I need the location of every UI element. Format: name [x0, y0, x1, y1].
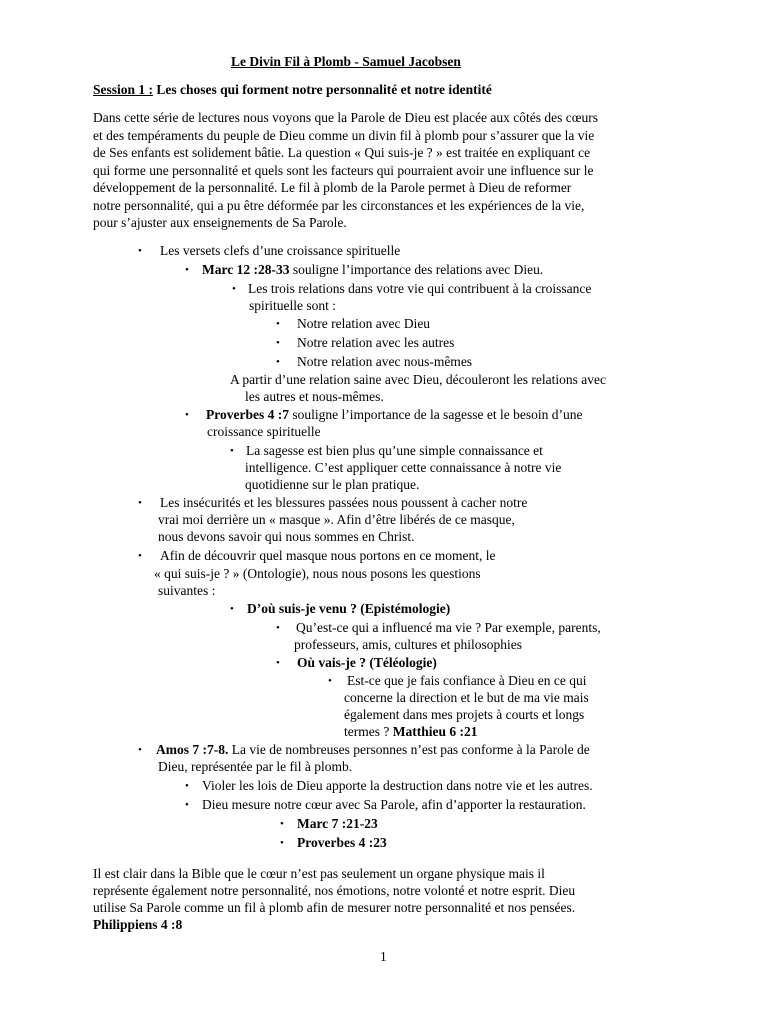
- amos-item: [156, 741, 590, 759]
- relations-intro-line: spirituelle sont :: [249, 298, 336, 313]
- confiance-text: termes ?: [344, 724, 393, 739]
- sagesse-line: quotidienne sur le plan pratique.: [245, 477, 420, 492]
- matthieu-reference: Matthieu 6 :21: [392, 724, 478, 739]
- proverbes-text-line: croissance spirituelle: [207, 424, 321, 439]
- document-title: Le Divin Fil à Plomb - Samuel Jacobsen: [231, 54, 461, 69]
- bullet-icon: •: [276, 657, 280, 669]
- sagesse-line: intelligence. C’est appliquer cette connaissance à notre vie: [245, 460, 562, 475]
- versets-heading: Les versets clefs d’une croissance spirituelle: [160, 243, 401, 258]
- session-label: Session 1 :: [93, 82, 154, 97]
- confiance-line: Est-ce que je fais confiance à Dieu en ce qui: [347, 673, 587, 688]
- bullet-icon: •: [280, 818, 284, 830]
- relation-item: Notre relation avec Dieu: [297, 316, 431, 331]
- bullet-icon: •: [276, 318, 280, 330]
- proverbes-item: [206, 406, 583, 424]
- confiance-line-last: [344, 723, 477, 741]
- session-heading: [93, 81, 492, 99]
- bullet-icon: •: [276, 337, 280, 349]
- amos-text: La vie de nombreuses personnes n’est pas conforme à la Parole de: [228, 742, 590, 757]
- relation-item: Notre relation avec nous-mêmes: [297, 354, 473, 369]
- influence-line: professeurs, amis, cultures et philosophies: [294, 637, 522, 652]
- influence-line: Qu’est-ce qui a influencé ma vie ? Par exemple, parents,: [296, 620, 601, 635]
- epistemologie-question: D’où suis-je venu ? (Epistémologie): [247, 601, 451, 616]
- bullet-icon: •: [138, 497, 142, 509]
- amos-text-line: Dieu, représentée par le fil à plomb.: [158, 759, 353, 774]
- violer-item: Violer les lois de Dieu apporte la destruction dans notre vie et les autres.: [202, 778, 593, 793]
- intro-line: de Ses enfants est solidement bâtie. La question « Qui suis-je ? » est traitée en expliquant ce: [93, 145, 591, 160]
- insecurites-line: nous devons savoir qui nous sommes en Christ.: [158, 529, 415, 544]
- marc-item: [202, 261, 543, 279]
- relation-saine-line: les autres et nous-mêmes.: [245, 389, 384, 404]
- reference-item: Marc 7 :21-23: [297, 816, 378, 831]
- bullet-icon: •: [328, 675, 332, 687]
- bullet-icon: •: [138, 744, 142, 756]
- relation-item: Notre relation avec les autres: [297, 335, 455, 350]
- sagesse-line: La sagesse est bien plus qu’une simple connaissance et: [246, 443, 543, 458]
- philippiens-reference: Philippiens 4 :8: [93, 917, 183, 932]
- masque-line: suivantes :: [158, 583, 216, 598]
- relations-intro-line: Les trois relations dans votre vie qui contribuent à la croissance: [248, 281, 592, 296]
- masque-line: Afin de découvrir quel masque nous portons en ce moment, le: [160, 548, 496, 563]
- proverbes-text: souligne l’importance de la sagesse et le besoin d’une: [288, 407, 583, 422]
- bullet-icon: •: [185, 409, 189, 421]
- confiance-line: également dans mes projets à courts et longs: [344, 707, 585, 722]
- bullet-icon: •: [230, 445, 234, 457]
- insecurites-line: Les insécurités et les blessures passées nous poussent à cacher notre: [160, 495, 528, 510]
- proverbes-reference: Proverbes 4 :7: [206, 407, 289, 422]
- bullet-icon: •: [185, 780, 189, 792]
- masque-line: « qui suis-je ? » (Ontologie), nous nous posons les questions: [154, 566, 481, 581]
- bullet-icon: •: [185, 799, 189, 811]
- marc-text: souligne l’importance des relations avec Dieu.: [289, 262, 544, 277]
- bullet-icon: •: [276, 356, 280, 368]
- conclusion-line: Il est clair dans la Bible que le cœur n’est pas seulement un organe physique mais il: [93, 866, 545, 881]
- conclusion-line: représente également notre personnalité, nos émotions, notre volonté et notre esprit. Dieu: [93, 883, 576, 898]
- bullet-icon: •: [230, 603, 234, 615]
- relation-saine-line: A partir d’une relation saine avec Dieu, découleront les relations avec: [230, 372, 606, 387]
- intro-line: développement de la personnalité. Le fil à plomb de la Parole permet à Dieu de reformer: [93, 180, 572, 195]
- intro-line: et des tempéraments du peuple de Dieu comme un divin fil à plomb pour s’assurer que la vie: [93, 128, 595, 143]
- intro-line: pour s’ajuster aux enseignements de Sa Parole.: [93, 215, 347, 230]
- session-title: Les choses qui forment notre personnalité et notre identité: [156, 82, 492, 97]
- amos-reference: Amos 7 :7-8.: [156, 742, 229, 757]
- bullet-icon: •: [276, 622, 280, 634]
- bullet-icon: •: [185, 264, 189, 276]
- confiance-line: concerne la direction et le but de ma vie mais: [344, 690, 589, 705]
- reference-item: Proverbes 4 :23: [297, 835, 387, 850]
- bullet-icon: •: [280, 837, 284, 849]
- teleologie-question: Où vais-je ? (Téléologie): [297, 655, 437, 670]
- intro-line: qui forme une personnalité et quels sont les facteurs qui pourraient avoir une influence sur le: [93, 163, 594, 178]
- page-number: 1: [380, 949, 387, 964]
- intro-line: Dans cette série de lectures nous voyons que la Parole de Dieu est placée aux côtés des cœurs: [93, 110, 598, 125]
- mesure-item: Dieu mesure notre cœur avec Sa Parole, afin d’apporter la restauration.: [202, 797, 586, 812]
- marc-reference: Marc 12 :28-33: [202, 262, 290, 277]
- bullet-icon: •: [232, 283, 236, 295]
- bullet-icon: •: [138, 245, 142, 257]
- intro-line: notre personnalité, qui a pu être déformée par les circonstances et les expériences de la vie,: [93, 198, 585, 213]
- insecurites-line: vrai moi derrière un « masque ». Afin d’être libérés de ce masque,: [158, 512, 515, 527]
- bullet-icon: •: [138, 550, 142, 562]
- conclusion-line: utilise Sa Parole comme un fil à plomb afin de mesurer notre personnalité et nos pensées.: [93, 900, 576, 915]
